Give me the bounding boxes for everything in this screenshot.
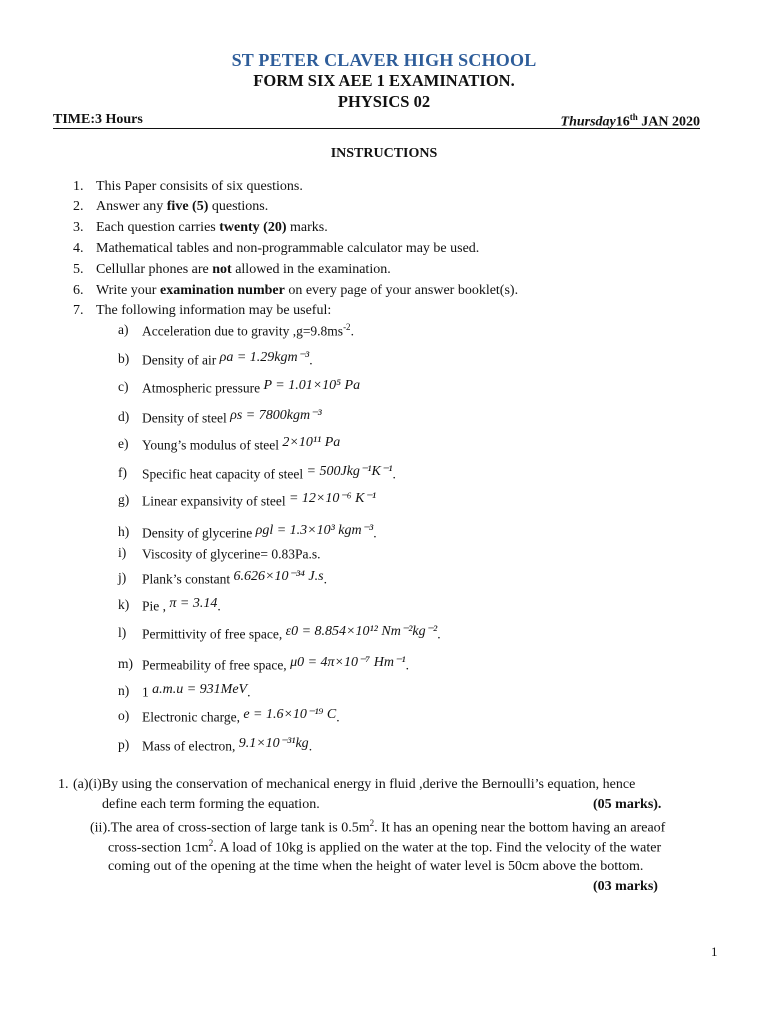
constant-letter: a) [118,322,129,337]
constant-value: π = 3.14 [169,595,218,611]
constant-text [142,524,377,543]
constant-label: Linear expansivity of steel [142,493,289,509]
constant-text [142,656,409,675]
constant-value: ρgl = 1.3×10³ kgm⁻³ [255,522,374,538]
q1-ii-l1-sup: 2 [369,818,375,828]
constant-value: ρa = 1.29kgm⁻³ [219,349,310,365]
instruction-text-pre: This Paper consisits of six questions. [96,179,303,194]
date-num: 16 [615,114,630,130]
question-1-a-i-line1: (a)(i)By using the conservation of mechanical energy in fluid ,derive the Bernoulli’s equation, hence [73,777,636,792]
q1-ii-l2-sup: 2 [208,838,214,848]
question-1-a-ii-marks: (03 marks) [593,879,658,894]
constant-label: Pie , [142,598,170,614]
instruction-text-bold: examination number [159,283,285,298]
header-underline [53,128,700,129]
question-1-a-ii-line3: coming out of the opening at the time when the height of water level is 50cm above the bottom. [108,859,644,874]
constant-label: Mass of electron, [142,738,239,754]
constant-tail: . [405,657,409,673]
constant-value: ε0 = 8.854×10¹² Nm⁻²kg⁻² [285,623,438,639]
school-name: ST PETER CLAVER HIGH SCHOOL [231,50,537,70]
instruction-text-post: marks. [286,220,328,235]
q1-ii-l1-post: . It has an opening near the bottom having an areaof [374,820,666,836]
constant-value: ρs = 7800kgm⁻³ [230,407,322,423]
constant-label: Permeability of free space, [142,657,291,673]
exam-title: FORM SIX AEE 1 EXAMINATION. [253,71,515,90]
instruction-text [96,220,328,236]
constant-letter: l) [118,625,127,640]
instruction-number: 2. [73,199,84,214]
constant-value: 2×10¹¹ Pa [282,434,341,450]
constant-text [142,625,441,644]
constant-label: Acceleration due to gravity ,g=9.8ms [142,323,344,339]
constant-text [142,409,322,428]
instruction-text [96,283,518,299]
instruction-text [96,303,331,319]
constant-value: = 500Jkg⁻¹K⁻¹ [306,463,393,479]
constant-letter: m) [118,656,133,671]
constant-letter: i) [118,545,127,560]
constant-label: Young’s modulus of steel [142,437,283,453]
constant-letter: j) [118,570,127,585]
constant-text [142,322,354,341]
constant-tail: . [217,598,221,614]
constant-label: Density of air [142,352,220,368]
constant-letter: p) [118,737,130,752]
date-suffix: th [629,112,638,122]
date-day: Thursday [560,114,616,130]
instruction-text [96,262,391,278]
constant-text [142,708,340,727]
constant-letter: h) [118,524,130,539]
instruction-text-pre: The following information may be useful: [96,303,332,318]
constant-value: 6.626×10⁻³⁴ J.s [233,568,324,584]
constant-label: 1 [142,684,153,700]
constant-text [142,436,340,455]
instruction-text-bold: five (5) [166,199,209,214]
constant-tail: . [336,709,340,725]
instruction-text-bold: twenty (20) [219,220,287,235]
instruction-text-pre: Write your [96,283,160,298]
constant-tail: . [392,466,396,482]
constant-letter: o) [118,708,130,723]
instruction-number: 1. [73,179,84,194]
constant-value: e = 1.6×10⁻¹⁹ C [243,706,337,722]
constant-tail: . [350,323,354,339]
question-1-number: 1. [58,777,69,792]
instruction-text-post: on every page of your answer booklet(s). [284,283,519,298]
constant-text [142,683,251,702]
constant-tail: . [309,352,313,368]
constant-text [142,465,396,484]
constant-label: Plank’s constant [142,571,234,587]
constant-text [142,737,312,756]
instruction-text-pre: Each question carries [96,220,220,235]
constant-text [142,545,321,564]
constant-label-sup: -2 [343,322,351,332]
constant-letter: e) [118,436,129,451]
instruction-text-post: questions. [208,199,269,214]
constant-value: = 12×10⁻⁶ K⁻¹ [288,490,377,506]
instruction-text [96,199,268,215]
instruction-text-post: allowed in the examination. [231,262,391,277]
constant-tail: . [437,626,441,642]
instruction-text-bold: not [212,262,232,277]
constant-value: μ0 = 4π×10⁻⁷ Hm⁻¹ [290,654,406,670]
constant-label: Permittivity of free space, [142,626,286,642]
instruction-text-pre: Cellullar phones are [96,262,213,277]
constant-tail: . [247,684,251,700]
constant-text [142,597,221,616]
instruction-number: 3. [73,220,84,235]
constant-letter: n) [118,683,130,698]
constant-label: Density of glycerine [142,525,256,541]
question-1-a-i-marks: (05 marks). [593,797,662,812]
constant-value: P = 1.01×10⁵ Pa [263,377,361,393]
constant-label: Viscosity of glycerine= 0.83Pa.s. [142,546,321,562]
constant-label: Atmospheric pressure [142,380,264,396]
question-1-a-i-line2: define each term forming the equation. [102,797,320,812]
constant-tail: . [308,738,313,754]
instruction-text-pre: Answer any [96,199,167,214]
constant-value: a.m.u = 931MeV [152,681,248,697]
exam-time: TIME:3 Hours [53,112,143,127]
constant-value: 9.1×10⁻³¹kg [238,735,309,751]
constant-text [142,492,376,511]
instruction-number: 5. [73,262,84,277]
instruction-number: 7. [73,303,84,318]
constant-label: Density of steel [142,410,231,426]
constant-letter: b) [118,351,130,366]
constant-text [142,570,327,589]
question-1-a-ii-line1 [90,818,665,837]
instructions-title: INSTRUCTIONS [330,146,438,161]
instruction-number: 4. [73,241,84,256]
instruction-number: 6. [73,283,84,298]
q1-ii-l2-pre: cross-section 1cm [108,840,209,856]
constant-letter: g) [118,492,130,507]
date-rest: JAN 2020 [637,114,700,130]
q1-ii-l2-post: . A load of 10kg is applied on the water at the top. Find the velocity of the water [213,840,662,856]
question-1-a-ii-line2 [108,838,661,857]
constant-letter: k) [118,597,130,612]
constant-letter: d) [118,409,130,424]
instruction-text [96,241,479,257]
constant-text [142,351,313,370]
constant-label: Electronic charge, [142,709,244,725]
constant-letter: c) [118,379,129,394]
instruction-text-pre: Mathematical tables and non-programmable calculator may be used. [96,241,480,256]
constant-text [142,379,360,398]
subject-title: PHYSICS 02 [337,92,431,111]
constant-label: Specific heat capacity of steel [142,466,307,482]
page-number: 1 [711,944,718,959]
constant-tail: . [323,571,327,587]
q1-ii-l1-pre: (ii).The area of cross-section of large tank is 0.5m [90,820,370,836]
constant-tail: . [373,525,377,541]
instruction-text [96,179,303,195]
constant-letter: f) [118,465,127,480]
